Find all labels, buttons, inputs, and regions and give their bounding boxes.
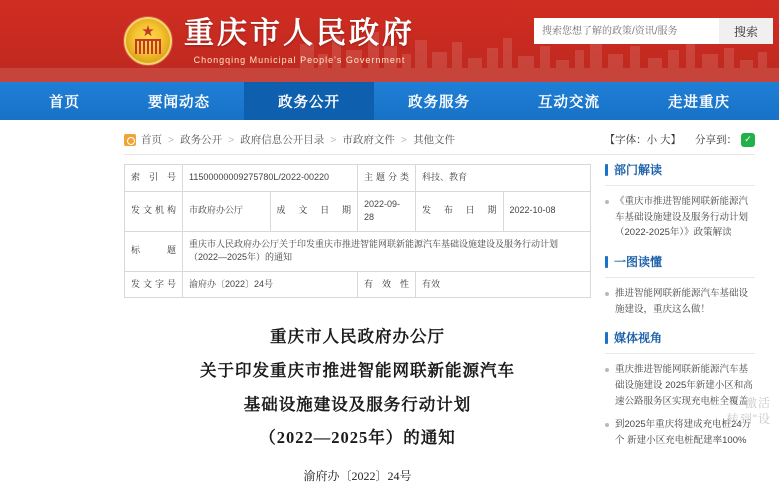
breadcrumb-item-open[interactable]: 政务公开	[180, 134, 223, 146]
breadcrumb-separator: >	[168, 133, 175, 146]
breadcrumb-item-other-docs[interactable]: 其他文件	[413, 134, 456, 146]
share-label: 分享到：	[695, 134, 737, 146]
meta-value-written-date: 2022-09-28	[358, 191, 416, 231]
nav-item-interaction[interactable]: 互动交流	[538, 94, 600, 111]
meta-label-index: 索 引 号	[125, 165, 183, 192]
breadcrumb-separator: >	[400, 133, 408, 146]
meta-label-publish-date: 发布日期	[416, 191, 504, 231]
search-button[interactable]: 搜索	[719, 18, 773, 44]
list-item[interactable]: 《重庆市推进智能网联新能源汽车基础设施建设及服务行动计划（2022-2025年）》政策解读	[605, 194, 755, 241]
meta-value-validity: 有效	[416, 271, 591, 298]
sidebar-title-text: 一图读懂	[614, 255, 663, 270]
breadcrumb-item-home[interactable]: 首页	[141, 134, 162, 146]
sidebar-list	[605, 286, 755, 317]
divider	[605, 277, 755, 278]
font-size-label: 【字体：	[604, 134, 647, 146]
list-item[interactable]: 到2025年重庆将建成充电桩24万个 新建小区充电桩配建率100%	[605, 417, 755, 448]
accent-bar-icon	[605, 256, 608, 268]
table-row	[125, 271, 591, 298]
main-columns	[124, 155, 755, 484]
left-gutter	[0, 120, 124, 431]
breadcrumb-item-city-docs[interactable]: 市政府文件	[342, 134, 395, 146]
meta-label-written-date: 成文日期	[270, 191, 358, 231]
list-item[interactable]: 推进智能网联新能源汽车基础设施建设，重庆这么做！	[605, 286, 755, 317]
list-item[interactable]: 重庆推进智能网联新能源汽车基础设施建设 2025年新建小区和高速公路服务区实现充电桩全覆盖	[605, 362, 755, 409]
font-size-control[interactable]	[605, 132, 681, 147]
font-size-large[interactable]: 大	[660, 134, 671, 146]
table-row	[125, 231, 591, 271]
meta-value-title: 重庆市人民政府办公厅关于印发重庆市推进智能网联新能源汽车基础设施建设及服务行动计划（2022—2025年）的通知	[183, 231, 591, 271]
related-sidebar	[605, 155, 755, 484]
national-emblem-icon	[124, 17, 172, 65]
meta-label-doc-number: 发文字号	[125, 271, 183, 298]
table-row	[125, 191, 591, 231]
search-bar[interactable]	[534, 18, 773, 44]
watermark-line-2: 转到"设	[726, 411, 771, 426]
document-column	[124, 155, 591, 484]
site-header	[0, 0, 779, 82]
site-title-en: Chongqing Municipal People's Government	[193, 55, 406, 65]
divider	[605, 185, 755, 186]
meta-value-issuer: 市政府办公厅	[183, 191, 271, 231]
nav-item-home[interactable]: 首页	[49, 94, 80, 111]
nav-item-government-affairs-open[interactable]: 政务公开	[244, 82, 374, 120]
document-title-line: 重庆市人民政府办公厅	[270, 327, 445, 346]
share-group	[695, 132, 755, 147]
page-body	[0, 120, 779, 484]
document-title-line: （2022—2025年）的通知	[259, 428, 456, 448]
accent-bar-icon	[605, 332, 608, 344]
meta-value-publish-date: 2022-10-08	[503, 191, 591, 231]
meta-label-title: 标 题	[125, 231, 183, 271]
breadcrumb-tools	[605, 132, 755, 147]
breadcrumb-item-catalog[interactable]: 政府信息公开目录	[240, 134, 325, 146]
watermark-line-1: 激活	[744, 395, 771, 410]
divider	[605, 353, 755, 354]
sidebar-block-infographic	[605, 253, 755, 317]
accent-bar-icon	[605, 164, 608, 176]
site-title-cn: 重庆市人民政府	[184, 17, 415, 50]
sidebar-list	[605, 362, 755, 448]
document-title	[124, 320, 591, 455]
table-row	[125, 165, 591, 192]
search-input[interactable]	[534, 18, 719, 44]
wechat-share-icon[interactable]: ✓	[741, 133, 755, 147]
sidebar-block-title	[605, 253, 755, 275]
sidebar-title-text: 部门解读	[614, 163, 663, 177]
document-title-line: 基础设施建设及服务行动计划	[243, 394, 472, 414]
sidebar-block-department-interpretation	[605, 161, 755, 241]
home-icon	[124, 134, 136, 146]
document-number: 渝府办〔2022〕24号	[303, 469, 412, 484]
meta-label-validity: 有 效 性	[358, 271, 416, 298]
nav-item-news[interactable]: 要闻动态	[148, 94, 210, 111]
meta-value-index: 11500000009275780L/2022-00220	[183, 165, 358, 192]
font-size-small[interactable]: 小	[646, 134, 658, 146]
nav-item-about-chongqing[interactable]: 走进重庆	[668, 94, 730, 111]
site-title-group	[184, 17, 415, 65]
document-title-line: 关于印发重庆市推进智能网联新能源汽车	[200, 360, 515, 380]
nav-item-government-services[interactable]: 政务服务	[408, 94, 470, 111]
sidebar-title-text: 媒体视角	[614, 331, 663, 346]
breadcrumb-separator: >	[330, 133, 337, 146]
main-nav[interactable]	[0, 82, 779, 120]
breadcrumb-separator: >	[228, 133, 235, 146]
meta-label-issuer: 发文机构	[125, 191, 183, 231]
meta-label-category: 主题分类	[358, 165, 416, 192]
meta-value-doc-number: 渝府办〔2022〕24号	[183, 271, 358, 298]
breadcrumb	[124, 128, 755, 155]
sidebar-block-title	[605, 161, 755, 183]
sidebar-list	[605, 194, 755, 241]
content-area	[124, 120, 769, 484]
document-meta-table	[124, 164, 591, 298]
meta-value-category: 科技、教育	[416, 165, 591, 192]
sidebar-block-title	[605, 329, 755, 351]
right-gutter	[769, 120, 779, 431]
font-size-label-end: 】	[670, 134, 681, 146]
